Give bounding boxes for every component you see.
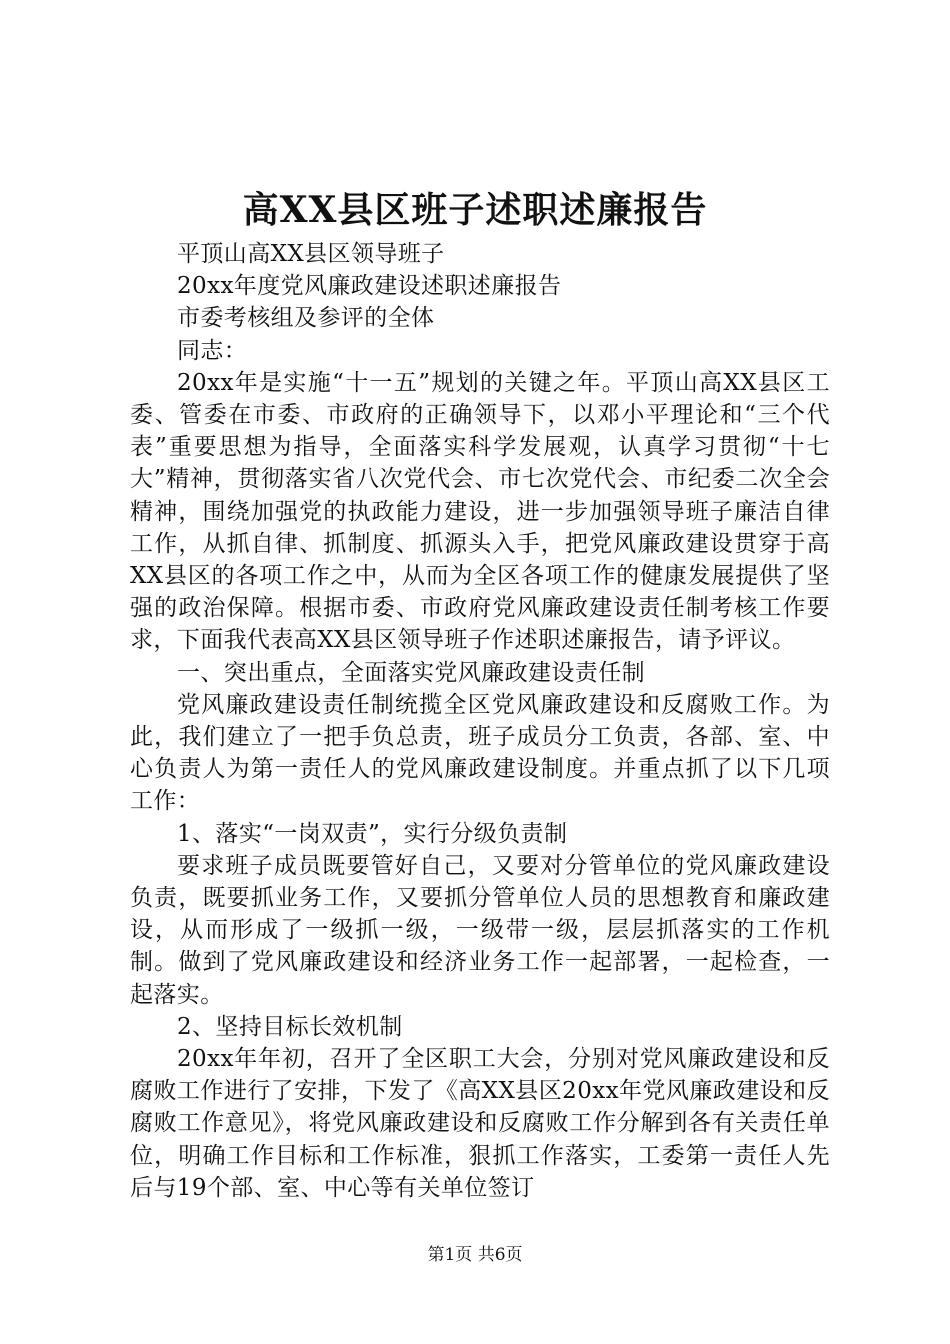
paragraph: 20xx年度党风廉政建设述职述廉报告 <box>177 273 562 300</box>
section-heading: 一、突出重点，全面落实党风廉政建设责任制 <box>177 659 645 686</box>
document-body <box>130 238 830 1204</box>
paragraph: 要求班子成员既要管好自己，又要对分管单位的党风廉政建设负责，既要抓业务工作，又要抓分管单位人员的思想教育和廉政建设，从而形成了一级抓一级，一级带一级，层层抓落实的工作机制。做到了党风廉政建设和经济业务工作一起部署，一起检查，一起落实。 <box>130 852 830 1008</box>
subsection-heading: 2、坚持目标长效机制 <box>177 1013 403 1040</box>
paragraph: 20xx年是实施“十一五”规划的关键之年。平顶山高XX县区工委、管委在市委、市政府的正确领导下，以邓小平理论和“三个代表”重要思想为指导，全面落实科学发展观，认真学习贯彻“十七大”精神，贯彻落实省八次党代会、市七次党代会、市纪委二次全会精神，围绕加强党的执政能力建设，进一步加强领导班子廉洁自律工作，从抓自律、抓制度、抓源头入手，把党风廉政建设贯穿于高XX县区的各项工作之中，从而为全区各项工作的健康发展提供了坚强的政治保障。根据市委、市政府党风廉政建设责任制考核工作要求，下面我代表高XX县区领导班子作述职述廉报告，请予评议。 <box>130 369 830 654</box>
subsection-heading: 1、落实“一岗双责”，实行分级负责制 <box>177 820 568 847</box>
paragraph: 党风廉政建设责任制统揽全区党风廉政建设和反腐败工作。为此，我们建立了一把手负总责，班子成员分工负责，各部、室、中心负责人为第一责任人的党风廉政建设制度。并重点抓了以下几项工作： <box>130 691 830 815</box>
document-title: 高XX县区班子述职述廉报告 <box>242 189 708 231</box>
paragraph: 市委考核组及参评的全体 <box>177 305 435 332</box>
paragraph: 20xx年年初，召开了全区职工大会，分别对党风廉政建设和反腐败工作进行了安排，下发了《高XX县区20xx年党风廉政建设和反腐败工作意见》，将党风廉政建设和反腐败工作分解到各有关责任单位，明确工作目标和工作标准，狠抓工作落实，工委第一责任人先后与19个部、室、中心等有关单位签订 <box>130 1046 830 1201</box>
page-number-footer: 第1页 共6页 <box>427 1245 523 1265</box>
paragraph: 平顶山高XX县区领导班子 <box>177 241 445 267</box>
paragraph: 同志： <box>177 337 248 364</box>
